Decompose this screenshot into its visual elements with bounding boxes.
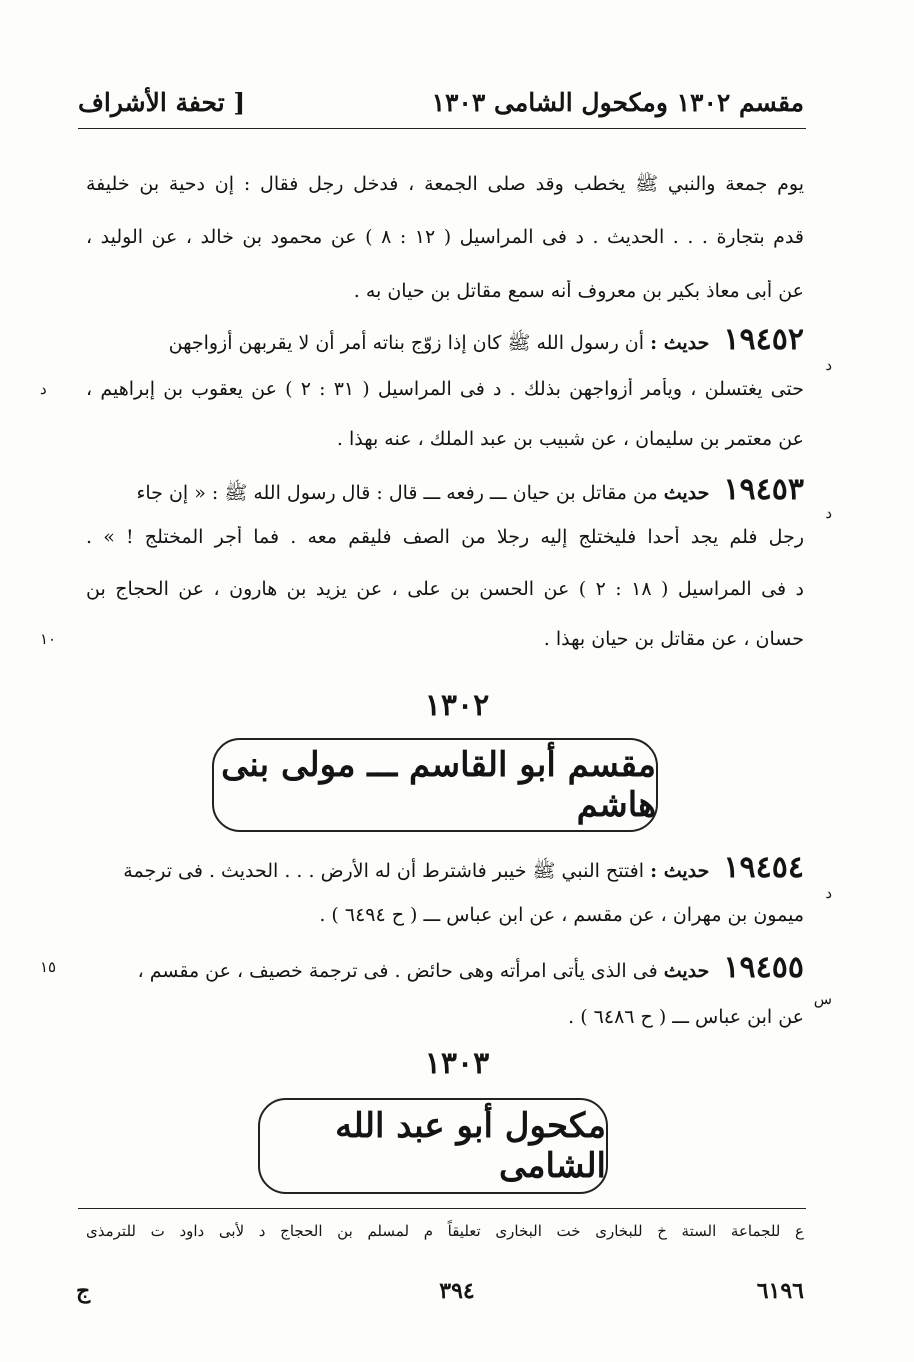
entry-number: ١٩٤٥٤ — [723, 850, 804, 885]
section-title: مكحول أبو عبد الله الشامى — [335, 1106, 606, 1186]
section-number: ١٣٠٢ — [424, 688, 490, 723]
entry-label: حديث — [663, 960, 710, 982]
text-line: قدم بتجارة . . . الحديث . د فى المراسيل ( ١٢ : ٨ ) عن محمود بن خالد ، عن الوليد ، — [86, 226, 804, 248]
line-number-margin: ١٥ — [40, 958, 57, 976]
left-margin-code: د — [40, 380, 47, 398]
hadith-entry-19453 — [70, 472, 804, 509]
entry-text: من مقاتل بن حيان ـــ رفعه ـــ قال : قال رسول الله ﷺ : « إن جاء — [136, 482, 658, 504]
running-header-book: [ تحفة الأشراف — [78, 88, 246, 117]
source-code-margin: د — [825, 504, 832, 522]
section-title: مقسم أبو القاسم ـــ مولى بنى هاشم — [221, 745, 656, 825]
entry-text: أن رسول الله ﷺ كان إذا زوّج بناته أمر أن لا يقربهن أزواجهن — [168, 332, 645, 354]
source-code-margin: س — [813, 990, 832, 1008]
entry-number: ١٩٤٥٥ — [723, 950, 804, 985]
hadith-entry-19455 — [70, 950, 804, 985]
hadith-entry-19452 — [70, 322, 804, 359]
entry-label: حديث : — [650, 332, 710, 354]
line-number-margin: ١٠ — [40, 630, 57, 648]
text-line: ميمون بن مهران ، عن مقسم ، عن ابن عباس ـــ ( ح ٦٤٩٤ ) . — [319, 904, 804, 926]
text-line: عن ابن عباس ـــ ( ح ٦٤٨٦ ) . — [568, 1006, 804, 1028]
text-line: رجل فلم يجد أحدا فليختلج إليه رجلا من الصف فليقم معه . فما أجر المختلج ! » . — [86, 526, 804, 548]
entry-text: فى الذى يأتى امرأته وهى حائض . فى ترجمة خصيف ، عن مقسم ، — [137, 960, 658, 982]
section-number: ١٣٠٣ — [424, 1046, 490, 1081]
source-code-margin: د — [825, 356, 832, 374]
series-number: ٦١٩٦ — [756, 1278, 804, 1304]
entry-number: ١٩٤٥٢ — [723, 322, 804, 357]
section-title-box — [212, 738, 658, 832]
text-line: د فى المراسيل ( ١٨ : ٢ ) عن الحسن بن على ، عن يزيد بن هارون ، عن الحجاج بن — [86, 578, 804, 600]
page-number: ٣٩٤ — [439, 1278, 475, 1304]
header-rule — [78, 128, 806, 129]
source-code-margin: د — [825, 884, 832, 902]
abbreviation-key: ع للجماعة الستة خ للبخارى خت البخارى تعليقاً م لمسلم بن الحجاج د لأبى داود ت للترمذى — [86, 1222, 804, 1240]
text-line: حسان ، عن مقاتل بن حيان بهذا . — [543, 628, 804, 650]
entry-label: حديث — [663, 482, 710, 504]
hadith-entry-19454 — [70, 850, 804, 887]
text-line: يوم جمعة والنبي ﷺ يخطب وقد صلى الجمعة ، فدخل رجل فقال : إن دحية بن خليفة — [86, 173, 804, 195]
printer-signature: ج — [76, 1278, 91, 1304]
text-line: حتى يغتسلن ، ويأمر أزواجهن بذلك . د فى المراسيل ( ٣١ : ٢ ) عن يعقوب بن إبراهيم ، — [86, 378, 804, 400]
entry-label: حديث : — [650, 860, 710, 882]
entry-number: ١٩٤٥٣ — [723, 472, 804, 507]
text-line: عن معتمر بن سليمان ، عن شبيب بن عبد الملك ، عنه بهذا . — [336, 428, 804, 450]
footnote-rule — [78, 1208, 806, 1209]
entry-text: افتتح النبي ﷺ خيبر فاشترط أن له الأرض . . . الحديث . فى ترجمة — [123, 860, 645, 882]
text-line: عن أبى معاذ بكير بن معروف أنه سمع مقاتل بن حيان به . — [353, 280, 804, 302]
running-header-title: مقسم ١٣٠٢ ومكحول الشامى ١٣٠٣ — [431, 88, 804, 117]
section-title-box — [258, 1098, 608, 1194]
